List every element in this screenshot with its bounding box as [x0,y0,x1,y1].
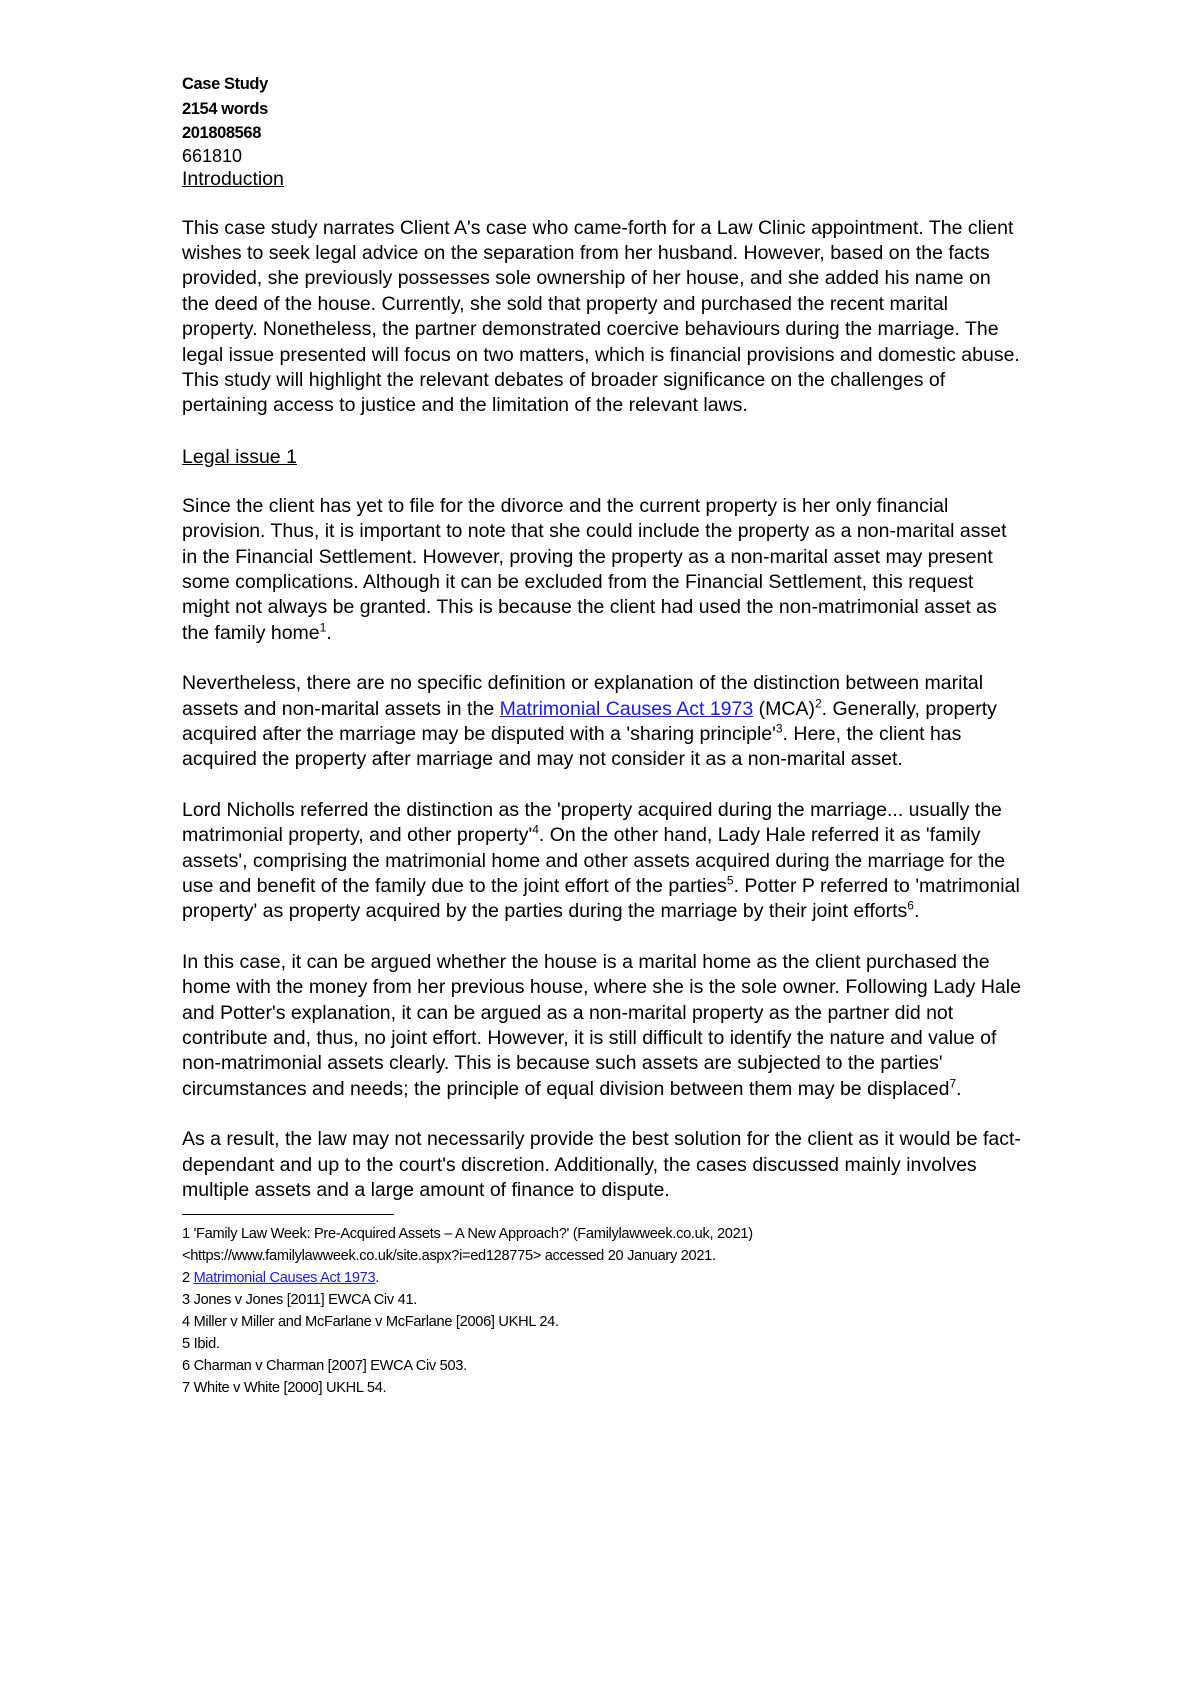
footnote-ref-7[interactable]: 7 [949,1076,957,1091]
document-page [182,72,1022,1399]
footnote-separator [182,1214,394,1215]
footnote-2: 2 Matrimonial Causes Act 1973. [182,1269,380,1286]
footnote-ref-3[interactable]: 3 [775,721,783,736]
footnote-ref-4[interactable]: 4 [532,822,539,837]
word-count: 2154 words [182,99,268,118]
footnote-ref-2[interactable]: 2 [814,696,822,711]
footnote-mca-link[interactable]: Matrimonial Causes Act 1973 [193,1269,376,1286]
legal-issue-1-heading: Legal issue 1 [182,445,297,468]
issue1-paragraph-5: As a result, the law may not necessarily provide the best solution for the client as it would be fact-dependant and up to the court's discretion. Additionally, the cases discussed mainly involves multiple assets and a large amount of finance to dispute. [182,1128,1021,1202]
introduction-heading: Introduction [182,167,284,190]
issue1-paragraph-1: Since the client has yet to file for the divorce and the current property is her only financial provision. Thus, it is important to note that she could include the property as a non-marital asset in the Financial Settlement. However, proving the property as a non-marital asset may present some complications. Although it can be excluded from the Financial Settlement, this request might not always be granted. This is because the client had used the non-matrimonial asset as the family home$^1$. [182,494,1007,644]
mca-1973-link[interactable]: Matrimonial Causes Act 1973 [499,697,754,720]
footnote-4: 4 Miller v Miller and McFarlane v McFarlane [2006] UKHL 24. [182,1313,559,1330]
footnote-1: 1 'Family Law Week: Pre-Acquired Assets – A New Approach?' (Familylawweek.co.uk, 2021) <https://www.familylawweek.co.uk/site.aspx?i=ed128775> accessed 20 January 2021. [182,1225,753,1264]
footnote-5: 5 Ibid. [182,1335,220,1352]
introduction-paragraph: This case study narrates Client A's case who came-forth for a Law Clinic appointment. The client wishes to seek legal advice on the separation from her husband. However, based on the facts provided, she previously possesses sole ownership of her house, and she added his name on the deed of the house. Currently, she sold that property and purchased the recent marital property. Nonetheless, the partner demonstrated coercive behaviours during the marriage. The legal issue presented will focus on two matters, which is financial provisions and domestic abuse. This study will highlight the relevant debates of broader significance on the challenges of pertaining access to justice and the limitation of the relevant laws. [182,216,1020,417]
student-id: 201808568 [182,124,261,142]
footnote-3: 3 Jones v Jones [2011] EWCA Civ 41. [182,1291,418,1308]
issue1-paragraph-3: Lord Nicholls referred the distinction as the 'property acquired during the marriage... usually the matrimonial property, and other $property'^4$. On the other hand, Lady Hale referred it as 'family assets', comprising the matrimonial home and other assets acquired during the marriage for the use and benefit of the family due to the joint effort of the parties$^5$. Potter P referred to 'matrimonial property' as property acquired by the parties during the marriage by their joint efforts$^6$. [182,798,1020,923]
issue1-paragraph-2: Nevertheless, there are no specific definition or explanation of the distinction between marital assets and non-marital assets in the Matrimonial Causes Act 1973 (MCA)$^2$. Generally, property acquired after the marriage may be disputed with a 'sharing $principle'^3$. Here, the client has acquired the property after marriage and may not consider it as a non-marital asset. [182,672,997,771]
footnote-6: 6 Charman v Charman [2007] EWCA Civ 503. [182,1357,467,1374]
footnote-7: 7 White v White [2000] UKHL 54. [182,1379,387,1396]
doc-title: Case Study [182,75,268,93]
footnote-ref-1[interactable]: 1 [319,620,327,635]
footnote-ref-5[interactable]: 5 [726,873,734,888]
issue1-paragraph-4: In this case, it can be argued whether the house is a marital home as the client purchased the home with the money from her previous house, where she is the sole owner. Following Lady Hale and Potter's explanation, it can be argued as a non-marital property as the partner did not contribute and, thus, no joint effort. However, it is still difficult to identify the nature and value of non-matrimonial assets clearly. This is because such assets are subjected to the parties' circumstances and needs; the principle of equal division between them may be displaced$^7$. [182,950,1021,1100]
candidate-number: 661810 [182,145,243,166]
footnote-ref-6[interactable]: 6 [907,898,914,913]
